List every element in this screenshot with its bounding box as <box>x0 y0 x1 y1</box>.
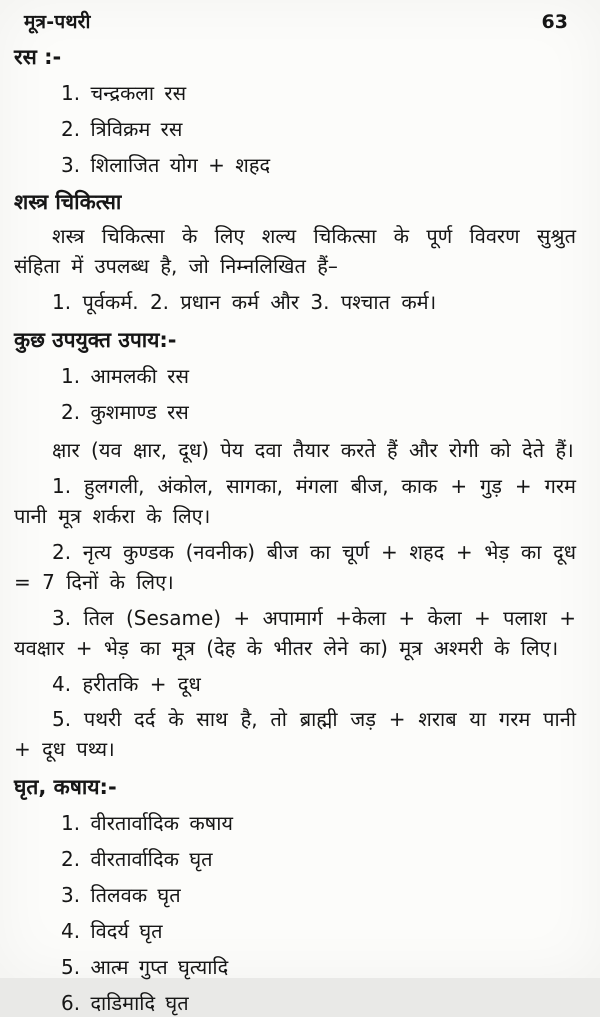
remedy-paragraph-3: 3. तिल (Sesame) + अपामार्ग +केला + केला + पलाश + यवक्षार + भेड़ का मूत्र (देह के भीतर लेने का) मूत्र अश्मरी के लिए। <box>14 606 576 660</box>
running-header-title: मूत्र-पथरी <box>24 11 91 33</box>
list-item: 6. दाडिमादि घृत <box>61 991 189 1015</box>
upay-list <box>14 363 576 426</box>
list-item: 1. आमलकी रस <box>61 364 189 388</box>
list-item: 2. त्रिविक्रम रस <box>61 117 183 141</box>
list-item: 2. कुशमाण्ड रस <box>61 400 189 424</box>
shastra-steps: 1. पूर्वकर्म. 2. प्रधान कर्म और 3. पश्चात कर्म। <box>52 290 437 314</box>
section-heading-upay: कुछ उपयुक्त उपाय:- <box>14 328 177 352</box>
list-item: 1. चन्द्रकला रस <box>61 81 187 105</box>
remedy-paragraph-1: 1. हुलगली, अंकोल, सागका, मंगला बीज, काक + गुड़ + गरम पानी मूत्र शर्करा के लिए। <box>14 474 576 528</box>
list-item: 1. वीरतार्वादिक कषाय <box>61 811 234 835</box>
section-heading-shastra-chikitsa: शस्त्र चिकित्सा <box>14 190 122 214</box>
remedy-paragraph-2: 2. नृत्य कुण्डक (नवनीक) बीज का चूर्ण + शहद + भेड़ का दूध = 7 दिनों के लिए। <box>14 540 576 594</box>
remedy-paragraph-4: 4. हरीतकि + दूध <box>52 672 201 696</box>
ras-list <box>14 80 576 179</box>
list-item: 5. आत्म गुप्त घृत्यादि <box>61 955 229 979</box>
ghrit-list <box>14 810 576 1017</box>
section-heading-ghrit-kashay: घृत, कषाय:- <box>14 775 117 799</box>
list-item: 3. शिलाजित योग + शहद <box>61 153 271 177</box>
list-item: 2. वीरतार्वादिक घृत <box>61 847 213 871</box>
page-header <box>14 8 576 34</box>
list-item: 4. विदर्य घृत <box>61 919 163 943</box>
kshar-paragraph: क्षार (यव क्षार, दूध) पेय दवा तैयार करते हैं और रोगी को देते हैं। <box>52 438 574 462</box>
remedy-paragraph-5: 5. पथरी दर्द के साथ है, तो ब्राह्मी जड़ + शराब या गरम पानी + दूध पथ्य। <box>14 707 576 761</box>
list-item: 3. तिलवक घृत <box>61 883 181 907</box>
shastra-paragraph: शस्त्र चिकित्सा के लिए शल्य चिकित्सा के पूर्ण विवरण सुश्रुत संहिता में उपलब्ध है, जो निम्नलिखित हैं– <box>14 224 576 278</box>
section-heading-ras: रस :- <box>14 45 62 69</box>
page-number: 63 <box>541 11 568 33</box>
